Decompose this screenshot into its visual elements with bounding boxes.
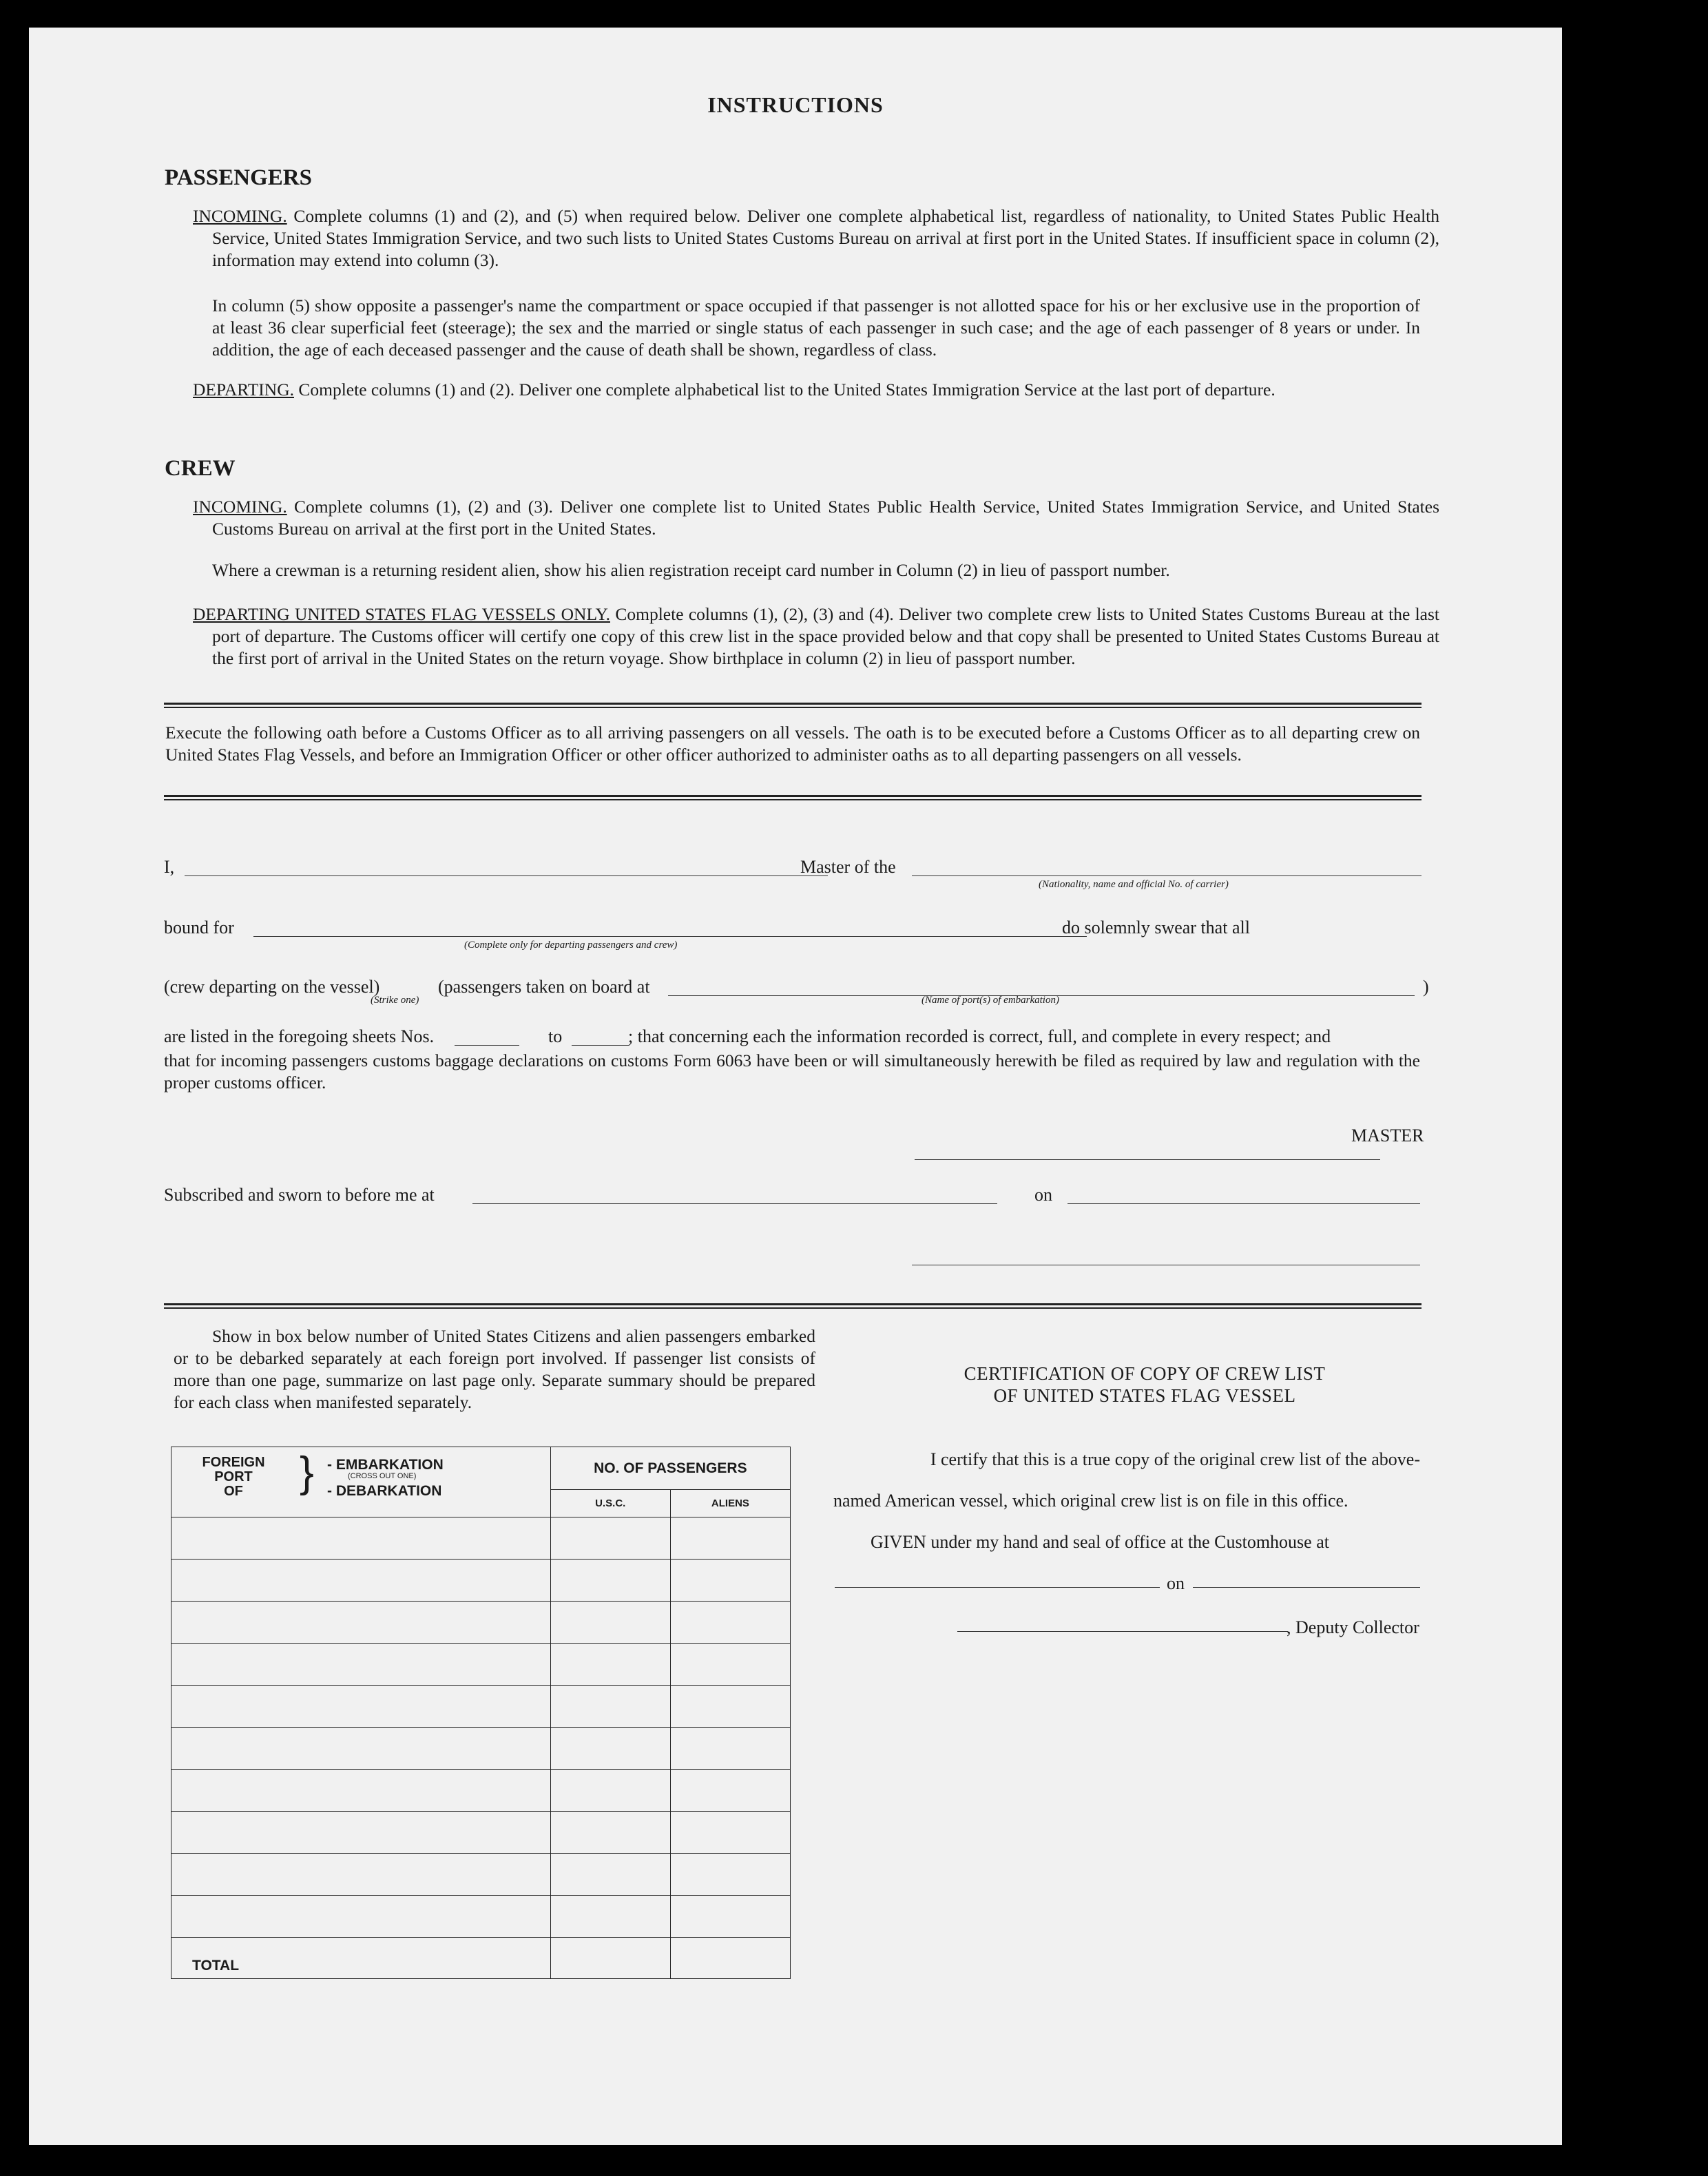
summary-instructions: Show in box below number of United States Citizens and alien passengers embarked or to be debarked separately at each foreign port involved. If passenger list consists of more than one page, summarize on last page only. Separate summary should be prepared for each class when manifested separately. [174,1326,815,1412]
complete-only-note: (Complete only for departing passengers and crew) [464,940,678,951]
port-note: (Name of port(s) of embarkation) [921,995,1059,1006]
close-paren: ) [1423,977,1429,997]
sworn-place-field[interactable] [472,1184,997,1204]
of-label: OF [224,1484,243,1499]
port-cell[interactable] [171,1770,551,1812]
oath-intro-paragraph: Execute the following oath before a Customs Officer as to all arriving passengers on all vessels. The oath is to be executed before a Customs Officer as to all departing crew on United States Flag Vessels, and before an Immigration Officer or other officer authorized to administer oaths as to all departing passengers on all vessels. [165,723,1420,765]
passengers-departing-paragraph [193,379,1439,401]
total-aliens-cell[interactable] [670,1938,790,1979]
table-row [171,1644,791,1686]
passengers-incoming-paragraph [193,205,1439,271]
usc-cell[interactable] [550,1728,670,1770]
sworn-on-label: on [1034,1185,1052,1205]
oath-i-label: I, [164,857,175,877]
embarkation-port-field[interactable] [668,976,1415,996]
certification-title-line2: OF UNITED STATES FLAG VESSEL [993,1385,1296,1406]
usc-cell[interactable] [550,1602,670,1644]
bound-for-label: bound for [164,918,234,937]
deputy-collector-label: , Deputy Collector [1287,1617,1419,1637]
certify-line2: named American vessel, which original crew list is on file in this office. [833,1491,1348,1511]
port-cell[interactable] [171,1560,551,1602]
divider [164,703,1421,708]
table-row [171,1812,791,1854]
total-usc-cell[interactable] [550,1938,670,1979]
table-row [171,1602,791,1644]
usc-cell[interactable] [550,1686,670,1728]
sheets-prefix: are listed in the foregoing sheets Nos. [164,1026,435,1046]
total-row [171,1938,791,1979]
crew-departing-option[interactable]: (crew departing on the vessel) [164,977,380,997]
certification-title [869,1362,1420,1407]
sworn-date-field[interactable] [1068,1184,1420,1204]
port-cell[interactable] [171,1517,551,1560]
table-row [171,1686,791,1728]
cert-date-field[interactable] [1193,1568,1420,1588]
usc-cell[interactable] [550,1560,670,1602]
total-label: TOTAL [171,1938,551,1979]
aliens-header: ALIENS [670,1490,790,1517]
foreign-label: FOREIGN [202,1455,265,1470]
crew-incoming-label: INCOMING. [193,497,287,517]
usc-header: U.S.C. [550,1490,670,1517]
deputy-signature-field[interactable] [957,1612,1288,1632]
sheets-to-label: to [548,1026,563,1046]
aliens-cell[interactable] [670,1854,790,1896]
divider [164,1303,1421,1309]
usc-cell[interactable] [550,1812,670,1854]
solemnly-swear-text: do solemnly swear that all [1062,918,1250,937]
crew-departing-text: Complete columns (1), (2), (3) and (4). Deliver two complete crew lists to United States Customs Bureau at the last port of departure. The Customs officer will certify one copy of this crew list in the space provided below and that copy shall be presented to United States Customs Bureau at the first port of arrival in the United States on the return voyage. Show birthplace in column (2) in lieu of passport number. [212,604,1440,668]
aliens-cell[interactable] [670,1560,790,1602]
crew-incoming-paragraph [193,496,1439,540]
aliens-cell[interactable] [670,1602,790,1644]
usc-cell[interactable] [550,1517,670,1560]
debarkation-label: - DEBARKATION [327,1483,442,1499]
port-cell[interactable] [171,1644,551,1686]
table-row [171,1854,791,1896]
port-cell[interactable] [171,1602,551,1644]
crew-departing-label: DEPARTING UNITED STATES FLAG VESSELS ONLY. [193,604,611,624]
passengers-departing-text: Complete columns (1) and (2). Deliver one complete alphabetical list to the United States Immigration Service at the last port of departure. [298,380,1275,400]
master-name-field[interactable] [185,856,828,876]
certification-title-line1: CERTIFICATION OF COPY OF CREW LIST [964,1363,1326,1384]
form-page [29,28,1562,2145]
subscribed-label: Subscribed and sworn to before me at [164,1185,435,1205]
customhouse-field[interactable] [835,1568,1160,1588]
table-row [171,1896,791,1938]
port-cell[interactable] [171,1812,551,1854]
officer-signature-field[interactable] [912,1245,1420,1265]
port-cell[interactable] [171,1896,551,1938]
aliens-cell[interactable] [670,1812,790,1854]
passengers-incoming-label: INCOMING. [193,206,287,226]
brace-icon: } [300,1449,314,1496]
crew-departing-paragraph [193,603,1439,670]
aliens-cell[interactable] [670,1517,790,1560]
master-of-label: Master of the [800,857,896,877]
table-row [171,1560,791,1602]
cert-on-label: on [1167,1573,1185,1593]
no-of-passengers-header: NO. OF PASSENGERS [550,1447,790,1490]
master-label: MASTER [1351,1126,1424,1146]
crew-incoming-text: Complete columns (1), (2) and (3). Deliver one complete list to United States Public Health Service, United States Immigration Service, and United States Customs Bureau on arrival at the first port in the United States. [212,497,1439,539]
passengers-heading: PASSENGERS [165,165,312,190]
sheets-continued-text: that for incoming passengers customs baggage declarations on customs Form 6063 have been or will simultaneously herewith be filed as required by law and regulation with the proper customs officer. [164,1050,1420,1092]
page-title: INSTRUCTIONS [707,92,884,117]
usc-cell[interactable] [550,1770,670,1812]
sheets-rest-text: ; that concerning each the information recorded is correct, full, and complete in every respect; and [628,1026,1331,1046]
master-signature-field[interactable] [915,1140,1380,1160]
certify-line1: I certify that this is a true copy of the original crew list of the above- [930,1449,1420,1469]
port-cell[interactable] [171,1728,551,1770]
port-header-cell [171,1447,551,1517]
passengers-incoming-text: Complete columns (1) and (2), and (5) when required below. Deliver one complete alphabetical list, regardless of nationality, to United States Public Health Service, United States Immigration Service, and two such lists to United States Customs Bureau on arrival at first port in the United States. If insufficient space in column (2), information may extend into column (3). [212,206,1440,270]
carrier-field[interactable] [912,856,1421,876]
usc-cell[interactable] [550,1896,670,1938]
sheet-to-field[interactable] [572,1026,629,1046]
aliens-cell[interactable] [670,1644,790,1686]
port-label: PORT [214,1469,253,1484]
nationality-note: (Nationality, name and official No. of carrier) [1039,879,1229,890]
given-line: GIVEN under my hand and seal of office at the Customhouse at [871,1532,1329,1552]
passengers-taken-option[interactable]: (passengers taken on board at [438,977,650,997]
table-row [171,1517,791,1560]
aliens-cell[interactable] [670,1896,790,1938]
strike-one-note: (Strike one) [371,995,419,1006]
embarkation-label: - EMBARKATION [327,1457,444,1473]
table-row [171,1770,791,1812]
port-cell[interactable] [171,1854,551,1896]
crew-heading: CREW [165,456,236,481]
bound-for-field[interactable] [253,917,1087,937]
table-row [171,1728,791,1770]
passengers-departing-label: DEPARTING. [193,380,294,400]
passenger-summary-table [171,1447,791,1979]
cross-out-note: (CROSS OUT ONE) [348,1472,417,1480]
aliens-cell[interactable] [670,1770,790,1812]
sheet-from-field[interactable] [455,1026,519,1046]
usc-cell[interactable] [550,1644,670,1686]
port-cell[interactable] [171,1686,551,1728]
aliens-cell[interactable] [670,1686,790,1728]
passengers-column5-paragraph: In column (5) show opposite a passenger's name the compartment or space occupied if that passenger is not allotted space for his or her exclusive use in the proportion of at least 36 clear superficial feet (steerage); the sex and the married or single status of each passenger in such case; and the age of each passenger of 8 years or under. In addition, the age of each deceased passenger and the cause of death shall be shown, regardless of class. [212,296,1420,360]
divider [164,795,1421,800]
usc-cell[interactable] [550,1854,670,1896]
aliens-cell[interactable] [670,1728,790,1770]
crew-resident-paragraph: Where a crewman is a returning resident alien, show his alien registration receipt card number in Column (2) in lieu of passport number. [212,560,1170,580]
